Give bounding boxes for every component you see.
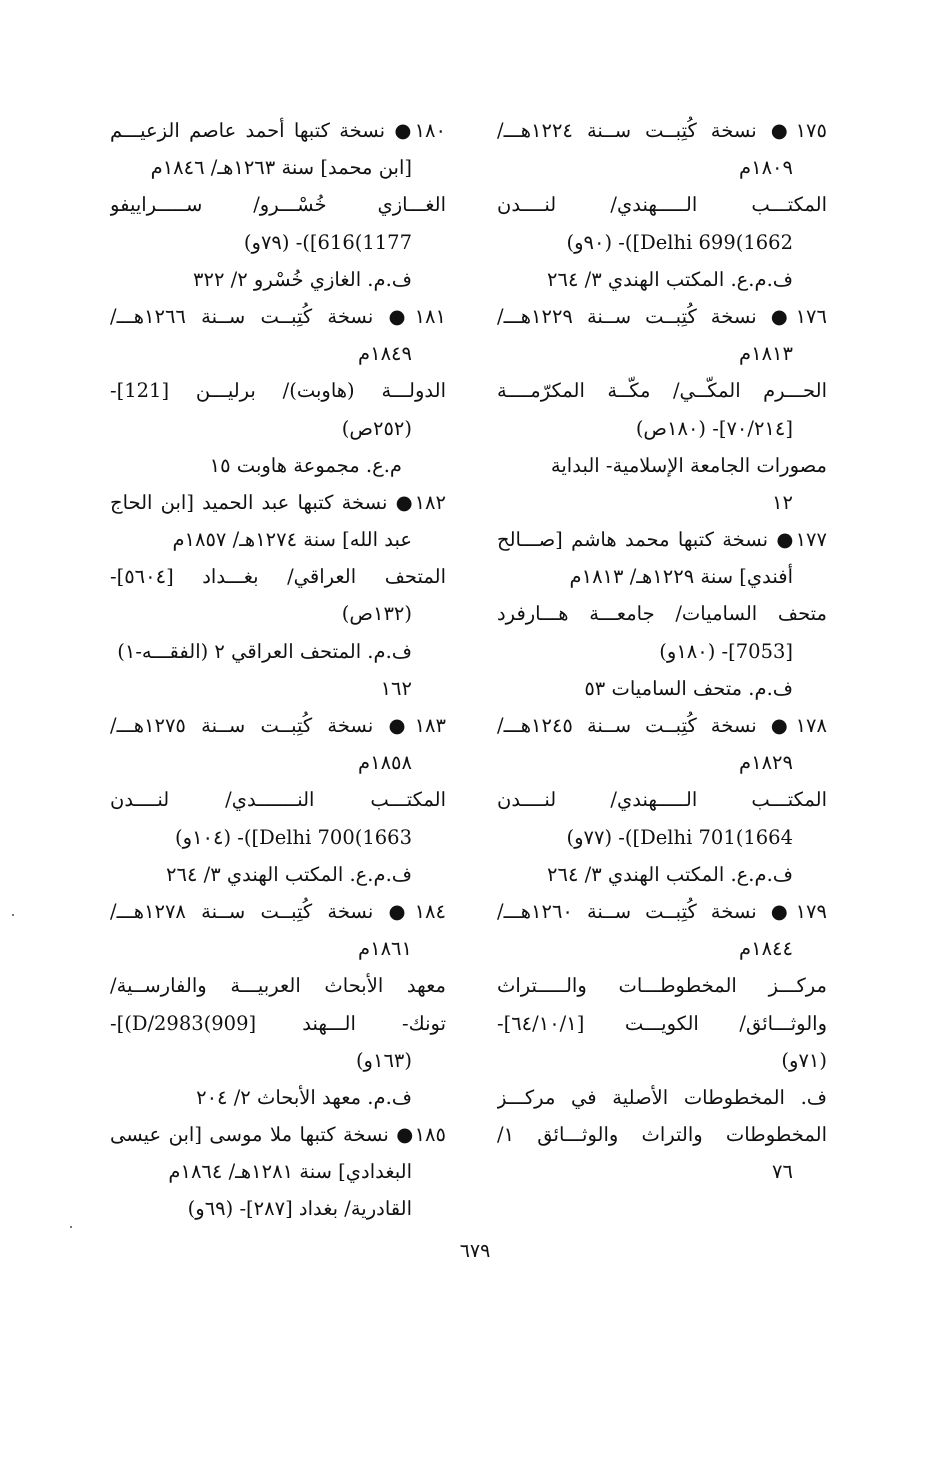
entry-179-reference-cont: المخطوطات والتراث والوثـــائق ١/ (497, 1123, 827, 1147)
scan-speck (12, 914, 14, 916)
entry-182-reference-page: ١٦٢ (380, 676, 412, 700)
entry-176-library: الحـــرم المكّــي/ مكّــة المكرّمــــة (497, 379, 827, 403)
entry-179-reference-page: ٧٦ (772, 1160, 793, 1184)
entry-175-shelfmark: 1662)Delhi 699])- (٩٠و) (566, 230, 793, 254)
entry-180-reference: ف.م. الغازي خُسْرو ٢/ ٣٢٢ (193, 267, 412, 291)
entry-175-reference: ف.م.ع. المكتب الهندي ٣/ ٢٦٤ (547, 267, 793, 291)
scan-speck (70, 1226, 72, 1228)
entry-176-heading: ١٧٦● نسخة كُتِبــت ســنة ١٢٢٩هـــ/ (497, 304, 827, 328)
entry-184-folios: (١٦٣و) (355, 1048, 412, 1072)
entry-180-date: [ابن محمد] سنة ١٢٦٣هـ/ ١٨٤٦م (150, 156, 412, 180)
entry-177-library: متحف الساميات/ جامعـــة هـــارفرد (497, 602, 827, 626)
entry-182-heading: ١٨٢● نسخة كتبها عبد الحميد [ابن الحاج (110, 490, 446, 514)
entry-177-heading: ١٧٧● نسخة كتبها محمد هاشم [صـــالح (497, 528, 827, 552)
entry-180-heading: ١٨٠● نسخة كتبها أحمد عاصم الزعيـــم (110, 119, 446, 142)
entry-178-year: ١٨٢٩م (739, 751, 793, 775)
entry-184-heading: ١٨٤● نسخة كُتِبــت ســنة ١٢٧٨هـــ/ (110, 899, 446, 923)
entry-182-library: المتحف العراقي/ بغـــداد [٥٦٠٤]- (110, 565, 446, 589)
entry-183-shelfmark: 1663)Delhi 700])- (١٠٤و) (175, 825, 412, 849)
entry-176-reference: مصورات الجامعة الإسلامية- البداية (550, 453, 827, 477)
entry-182-date: عبد الله] سنة ١٢٧٤هـ/ ١٨٥٧م (172, 528, 412, 552)
entry-178-shelfmark: 1664)Delhi 701])- (٧٧و) (566, 825, 793, 849)
entry-176-shelfmark: [٧٠/٢١٤]- (١٨٠ص) (635, 416, 793, 440)
entry-175-library: المكتـــب الـــــهندي/ لنــــدن (497, 193, 827, 217)
entry-185-heading: ١٨٥● نسخة كتبها ملا موسى [ابن عيسى (110, 1123, 446, 1147)
entry-178-reference: ف.م.ع. المكتب الهندي ٣/ ٢٦٤ (547, 862, 793, 886)
entry-183-library: المكتـــب النـــــــدي/ لنــــدن (110, 788, 446, 812)
entry-179-heading: ١٧٩● نسخة كُتِبــت ســنة ١٢٦٠هـــ/ (497, 899, 827, 923)
entry-178-heading: ١٧٨● نسخة كُتِبــت ســنة ١٢٤٥هـــ/ (497, 714, 827, 737)
entry-181-reference: م.ع. مجموعة هاوبت ١٥ (209, 453, 402, 477)
entry-179-reference: ف. المخطوطات الأصلية في مركـــز (497, 1085, 827, 1109)
entry-180-shelfmark: 1177)616])- (٧٩و) (243, 230, 412, 254)
entry-183-heading: ١٨٣● نسخة كُتِبــت ســنة ١٢٧٥هـــ/ (110, 714, 446, 737)
entry-177-shelfmark: [7053]- (١٨٠و) (659, 639, 793, 663)
entry-181-heading: ١٨١● نسخة كُتِبــت ســنة ١٢٦٦هـــ/ (110, 304, 446, 328)
entry-179-library: مركـــز المخطوطـــات والـــــتراث (497, 974, 827, 998)
entry-175-year: ١٨٠٩م (739, 156, 793, 180)
entry-184-shelfmark: تونك- الـــهند [909)D/2983)]- (110, 1011, 446, 1035)
entry-184-library: معهد الأبحاث العربيـــة والفارســية/ (110, 974, 446, 998)
entry-175-heading: ١٧٥● نسخة كُتِبــت ســنة ١٢٢٤هـــ/ (497, 119, 827, 142)
entry-181-year: ١٨٤٩م (358, 342, 412, 366)
entry-181-folios: (٢٥٢ص) (341, 416, 412, 440)
entry-177-reference: ف.م. متحف الساميات ٥٣ (584, 676, 793, 700)
entry-180-library: الغـــازي خُسْـــرو/ ســـــراييفو (110, 193, 446, 217)
entry-181-library: الدولـــة (هاوبت)/ برليـــن [121]- (110, 379, 446, 403)
entry-185-library: القادرية/ بغداد [٢٨٧]- (٦٩و) (187, 1197, 412, 1221)
page-number: ٦٧٩ (459, 1240, 491, 1262)
entry-176-reference-page: ١٢ (772, 490, 793, 514)
entry-183-year: ١٨٥٨م (358, 751, 412, 775)
entry-182-reference: ف.م. المتحف العراقي ٢ (الفقـــه-١) (117, 639, 412, 663)
entry-178-library: المكتـــب الـــــهندي/ لنــــدن (497, 788, 827, 812)
entry-184-reference: ف.م. معهد الأبحاث ٢/ ٢٠٤ (196, 1085, 412, 1109)
entry-177-date: أفندي] سنة ١٢٢٩هـ/ ١٨١٣م (569, 565, 793, 589)
right-column (497, 112, 827, 1190)
left-column (110, 112, 446, 1228)
entry-179-year: ١٨٤٤م (739, 937, 793, 961)
entry-185-date: البغدادي] سنة ١٢٨١هـ/ ١٨٦٤م (168, 1160, 412, 1184)
entry-182-folios: (١٣٢ص) (341, 602, 412, 626)
entry-176-year: ١٨١٣م (739, 342, 793, 366)
entry-179-shelfmark: والوثـــائق/ الكويـــت [٦٤/١٠/١]- (497, 1011, 827, 1035)
entry-184-year: ١٨٦١م (358, 937, 412, 961)
entry-179-folios: (٧١و) (781, 1048, 827, 1072)
entry-183-reference: ف.م.ع. المكتب الهندي ٣/ ٢٦٤ (166, 862, 412, 886)
